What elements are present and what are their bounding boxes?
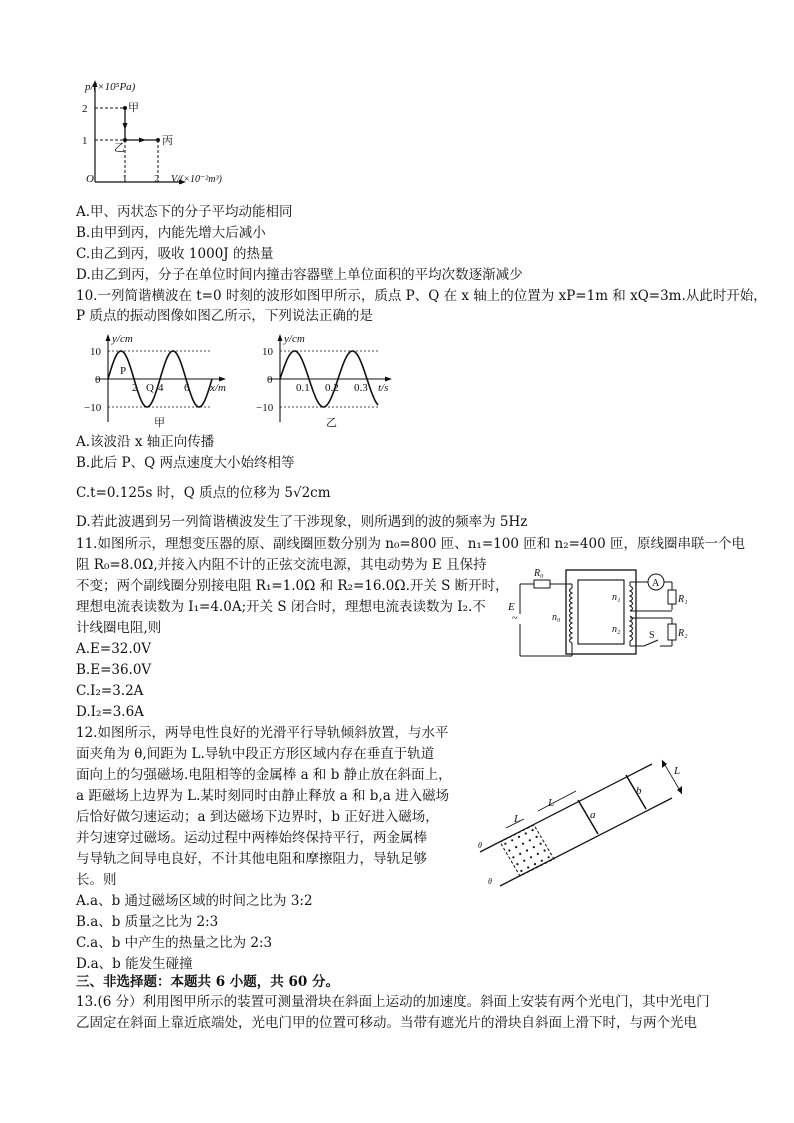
pv-xtick: 2 [154,173,160,185]
field-dot [527,866,529,868]
q11-stem-line3: 不变；两个副线圈分别接电阻 R₁=1.0Ω 和 R₂=16.0Ω.开关 S 断开时， [76,578,509,594]
field-dot [529,839,531,841]
wave-point-q: Q [146,382,154,394]
q12-stem-line2: 面夹角为 θ,间距为 L.导轨中段正方形区域内存在垂直于轨道 [76,746,435,762]
pv-graph [78,78,258,190]
wave-yi-xtick: 0.3 [354,382,368,394]
q10-option-c: C.t=0.125s 时，Q 质点的位移为 5√2cm [76,485,331,501]
q10-option-a: A.该波沿 x 轴正向传播 [76,434,215,450]
circuit-switch: S [649,630,655,641]
wave-yi-ylabel: y/cm [284,333,305,345]
wave-jia-xlabel: x/m [210,382,226,394]
q12-option-b: B.a、b 质量之比为 2:3 [76,914,219,930]
q9-option-d: D.由乙到丙，分子在单位时间内撞击容器壁上单位面积的平均次数逐渐减少 [76,267,523,283]
circuit-n1: n₁ [612,592,621,603]
wave-yi-xtick: 0.2 [325,382,339,394]
field-dot [526,849,528,851]
field-dot [533,846,535,848]
q11-stem-line1: 11.如图所示，理想变压器的原、副线圈匝数分别为 n₀=800 匝、n₁=100 匝和 n₂=400 匝，原线圈串联一个电 [76,536,745,552]
pv-xlabel: V/(×10⁻²m³) [171,174,222,185]
q11-option-a: A.E=32.0V [76,641,152,657]
pv-state-yi: 乙 [114,142,125,154]
wave-point-p: P [120,365,127,377]
field-dot [512,856,514,858]
q12-stem-line6: 并匀速穿过磁场。运动过程中两棒始终保持平行，两金属棒 [76,830,427,846]
q11-stem-line2: 阻 R₀=8.0Ω,并接入内阻不计的正弦交流电源，其电动势为 E 且保持 [76,557,487,573]
field-dot [525,832,527,834]
q11-stem-line4: 理想电流表读数为 I₁=4.0A;开关 S 闭合时，理想电流表读数为 I₂.不 [76,599,486,615]
field-dot [504,843,506,845]
inclined-rails-figure [476,748,690,894]
q10-stem-line2: P 质点的振动图像如图乙所示，下列说法正确的是 [76,308,373,324]
wave-yi-xlabel: t/s [378,382,389,394]
wave-jia-ytick: −10 [84,402,102,414]
circuit-source-symbol: ~ [512,613,518,624]
field-dot [530,856,532,858]
field-dot [532,829,534,831]
wave-graph-jia [82,332,242,430]
figure-label-l3: L [674,765,681,777]
q12-stem-line1: 12.如图所示，两导电性良好的光滑平行导轨倾斜放置，与水平 [76,725,449,741]
wave-jia-ytick: 10 [90,346,101,358]
wave-jia-xtick: 2 [132,382,138,394]
wave-jia-caption: 甲 [154,417,165,429]
q12-stem-line5: 后恰好做匀速运动；a 到达磁场下边界时，b 正好进入磁场， [76,809,439,825]
wave-jia-ylabel: y/cm [112,333,133,345]
rod-b-label: b [636,785,642,797]
circuit-r2: R₂ [678,628,688,639]
pv-ylabel: p/(×10⁵Pa) [85,81,136,93]
circuit-ammeter: A [652,578,660,589]
field-dot [534,863,536,865]
pv-origin: O [86,173,94,185]
wave-yi-ytick: 10 [262,346,273,358]
field-dot [523,860,525,862]
figure-label-l2: L [548,797,555,809]
field-dot [540,843,542,845]
pv-ytick: 1 [82,135,88,147]
transformer-circuit [508,564,698,664]
figure-angle-label: θ [478,841,482,850]
field-dot [536,836,538,838]
field-dot [518,836,520,838]
q9-option-c: C.由乙到丙，吸收 1000J 的热量 [76,246,274,262]
pv-xtick: 1 [122,173,128,185]
pv-ytick: 2 [82,103,88,115]
q11-option-d: D.I₂=3.6A [76,704,144,720]
q12-stem-line8: 长。则 [76,872,117,888]
wave-yi-xtick: 0.1 [296,382,310,394]
field-dot [508,849,510,851]
field-dot [511,839,513,841]
section-title: 三、非选择题：本题共 6 小题，共 60 分。 [76,974,339,990]
field-dot [520,870,522,872]
field-dot [544,849,546,851]
q12-option-c: C.a、b 中产生的热量之比为 2:3 [76,935,273,951]
pv-state-bing: 丙 [162,135,173,147]
q12-option-d: D.a、b 能发生碰撞 [76,956,193,972]
q12-option-a: A.a、b 通过磁场区域的时间之比为 3:2 [76,893,313,909]
field-dot [548,856,550,858]
q12-stem-line4: a 距磁场上边界为 L.某时刻同时由静止释放 a 和 b,a 进入磁场 [76,788,450,804]
wave-jia-xtick: 4 [158,382,164,394]
circuit-r0: R₀ [534,568,544,579]
figure-angle-label: θ [488,877,492,886]
q10-option-d: D.若此波遇到另一列简谐横波发生了干涉现象，则所遇到的波的频率为 5Hz [76,514,528,530]
q13-stem-line2: 乙固定在斜面上靠近底端处，光电门甲的位置可移动。当带有遮光片的滑块自斜面上滑下时，与两个光电 [76,1015,697,1031]
circuit-n0: n₀ [552,612,561,623]
wave-graph-yi [254,332,404,430]
q9-option-b: B.由甲到丙，内能先增大后减小 [76,225,266,241]
circuit-n2: n₂ [612,624,621,635]
q10-stem-line1: 10.一列简谐横波在 t=0 时刻的波形如图甲所示，质点 P、Q 在 x 轴上的位置为 xP=1m 和 xQ=3m.从此时开始， [76,288,767,304]
field-dot [515,846,517,848]
field-dot [541,860,543,862]
wave-yi-ytick: 0 [267,374,273,386]
primary-coil [570,588,573,643]
pv-state-jia: 甲 [128,102,139,114]
q9-option-a: A.甲、丙状态下的分子平均动能相同 [76,204,293,220]
q11-option-c: C.I₂=3.2A [76,683,144,699]
circuit-r1: R₁ [678,594,688,605]
field-dot [516,863,518,865]
field-dot [537,853,539,855]
wave-yi-caption: 乙 [326,417,337,429]
q11-option-b: B.E=36.0V [76,662,152,678]
wave-yi-ytick: −10 [256,402,274,414]
figure-label-l1: L [514,813,521,825]
q12-stem-line7: 与导轨之间导电良好，不计其他电阻和摩擦阻力，导轨足够 [76,851,427,867]
q11-stem-line5: 计线圈电阻,则 [76,620,162,636]
field-dot [519,853,521,855]
q12-stem-line3: 面向上的匀强磁场.电阻相等的金属棒 a 和 b 静止放在斜面上， [76,767,452,783]
rod-a-label: a [590,809,596,821]
wave-jia-ytick: 0 [95,374,101,386]
q10-option-b: B.此后 P、Q 两点速度大小始终相等 [76,455,295,471]
wave-jia-xtick: 6 [184,382,190,394]
q13-stem-line1: 13.(6 分）利用图甲所示的装置可测量滑块在斜面上运动的加速度。斜面上安装有两个光电门，其中光电门 [76,994,710,1010]
field-dot [522,843,524,845]
circuit-e: E [508,601,515,613]
